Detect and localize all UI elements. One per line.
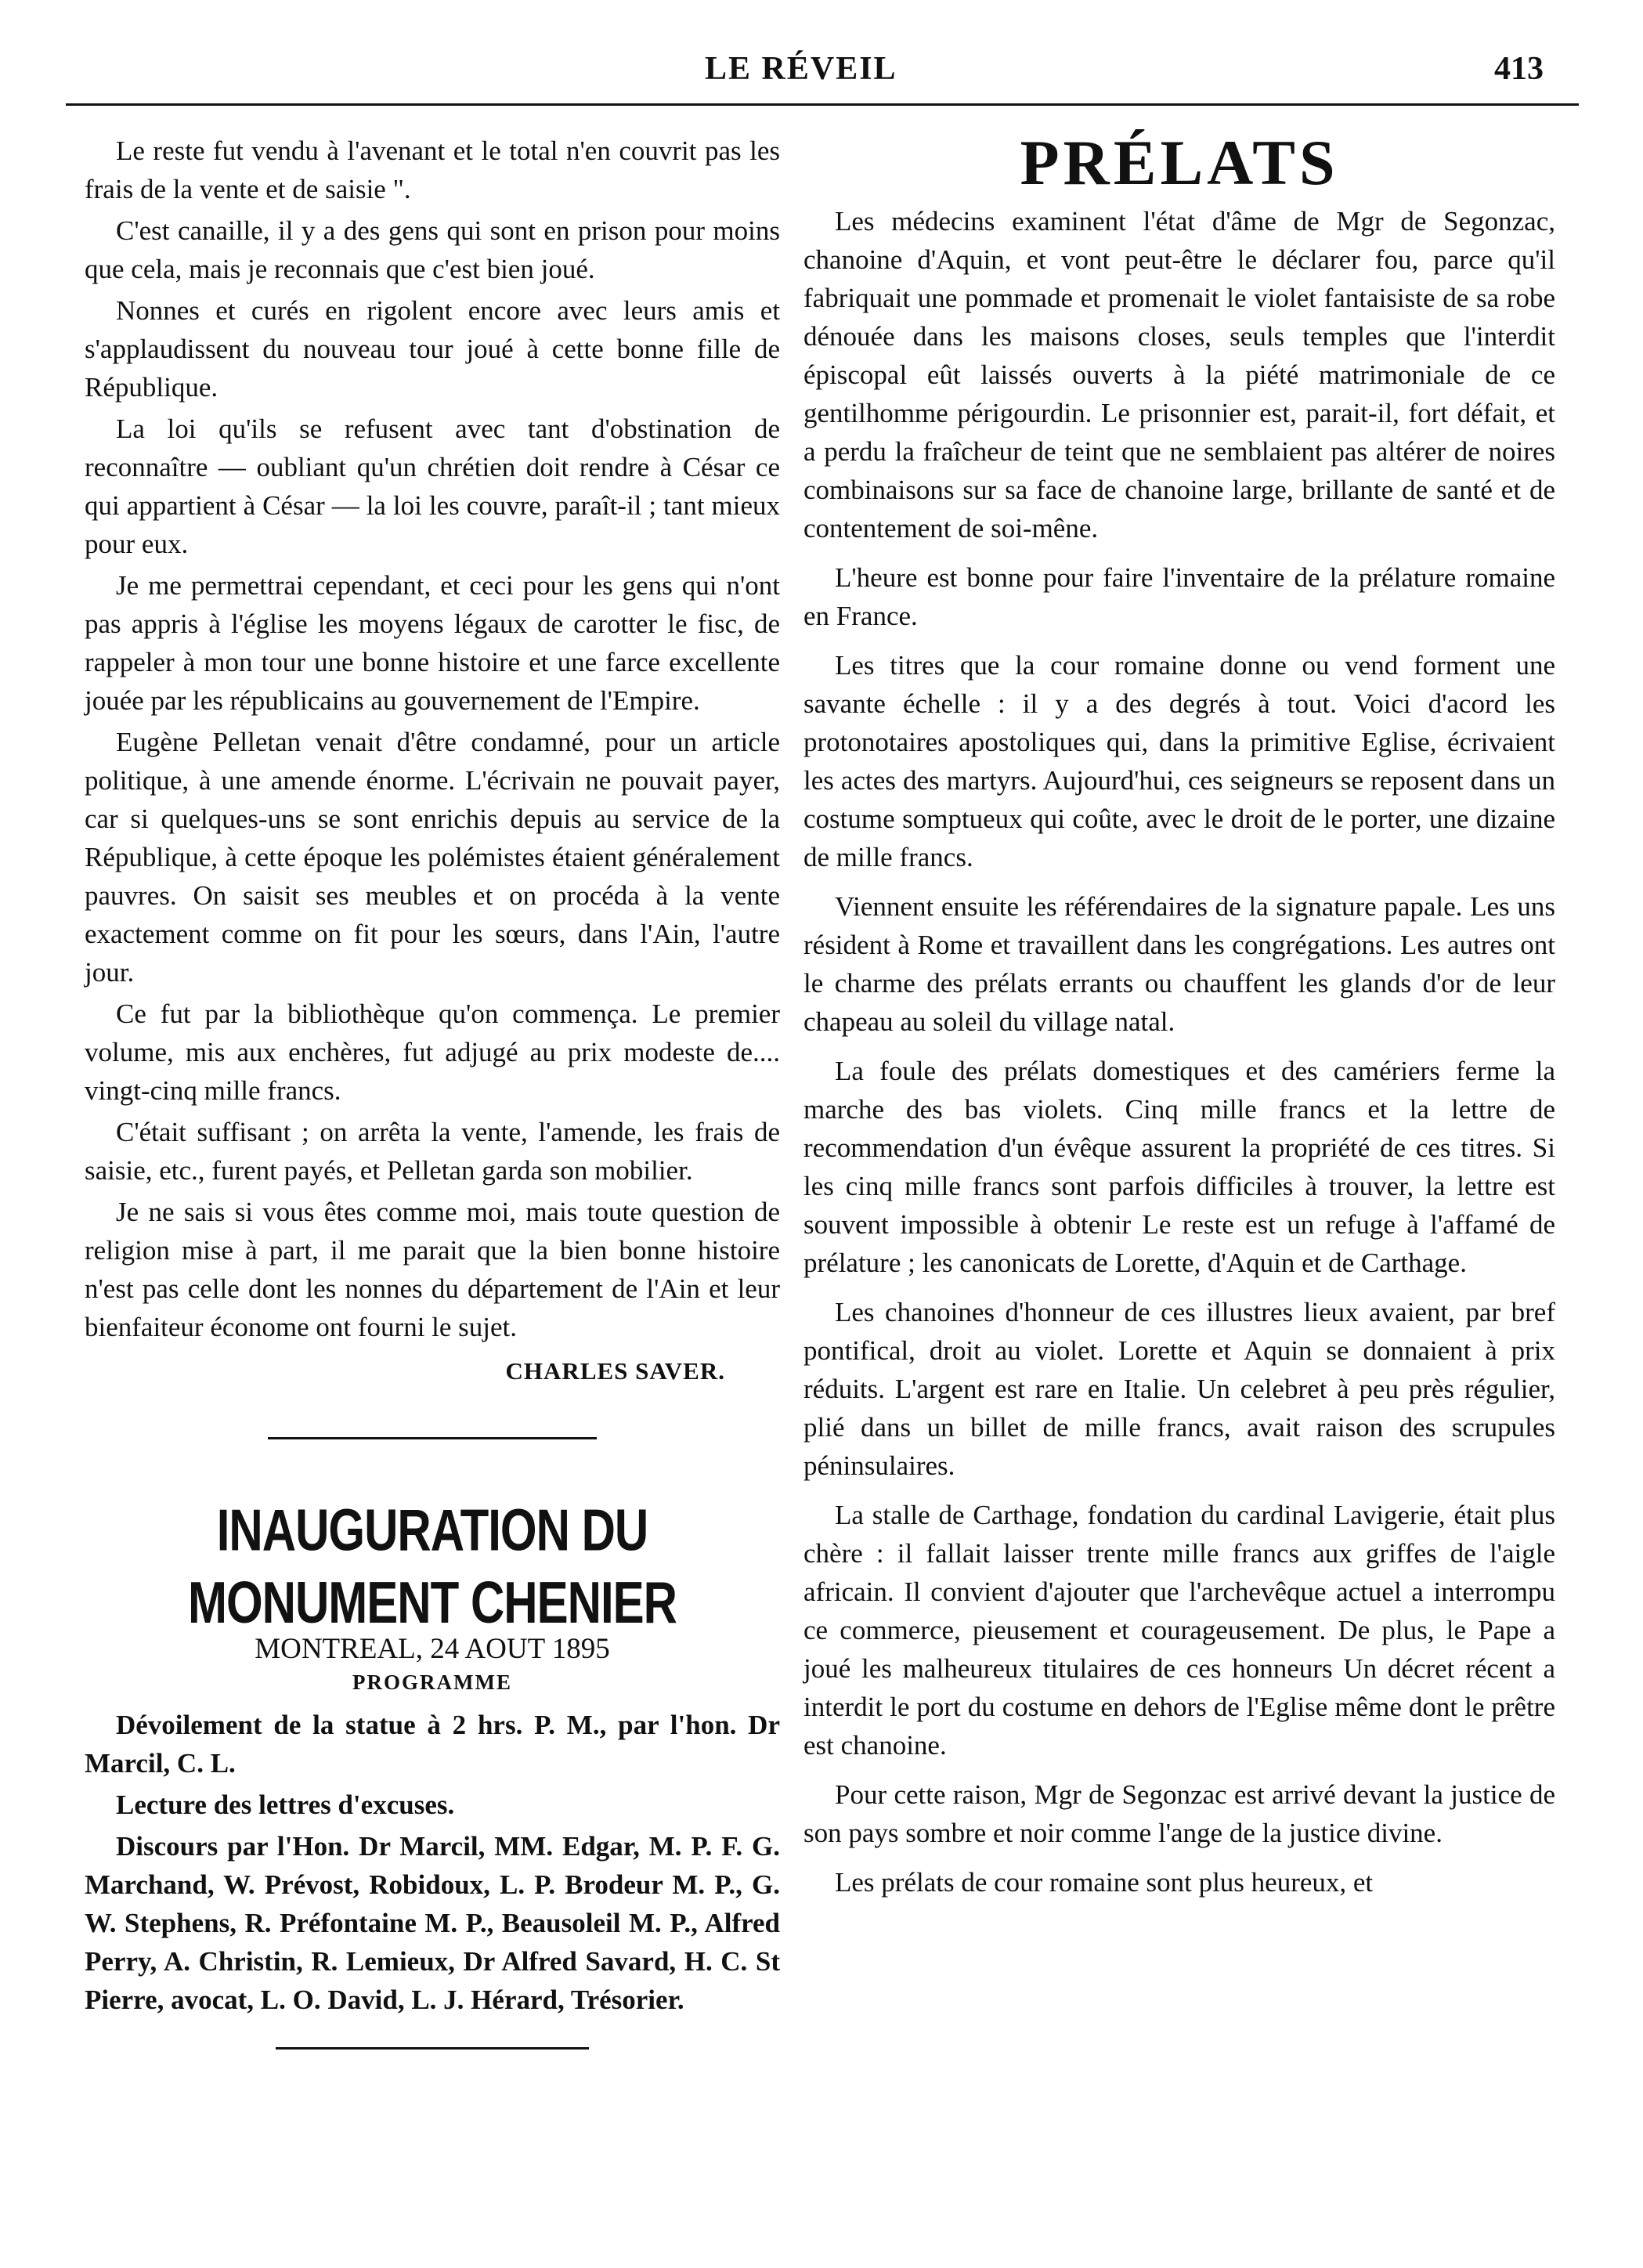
paragraph: Les titres que la cour romaine donne ou vend forment une savante échelle : il y a des degrés à tout. Voici d'acord les protonotaires apostoliques qui, dans la primitive Eglise, écrivaient les actes des martyrs. Aujourd'hui, ces seigneurs se reposent dans un costume somptueux qui coûte, avec le droit de le porter, une dizaine de mille francs.: [803, 650, 1555, 872]
program-label: PROGRAMME: [352, 1670, 512, 1694]
paragraph: Les chanoines d'honneur de ces illustres lieux avaient, par bref pontifical, droit au violet. Lorette et Aquin se donnaient à prix réduits. L'argent est rare en Italie. Un celebret à peu près régulier, plié dans un billet de mille francs, avait raison des scrupules péninsulaires.: [803, 1297, 1555, 1481]
paragraph: Eugène Pelletan venait d'être condamné, pour un article politique, à une amende énorme. L'écrivain ne pouvait payer, car si quelques-uns se sont enrichis depuis au service de la République, à cette époque les polémistes étaient généralement pauvres. On saisit ses meubles et on procéda à la vente exactement comme on fit pour les sœurs, dans l'Ain, l'autre jour.: [85, 727, 780, 988]
page-number: 413: [1494, 51, 1544, 87]
program-item: Discours par l'Hon. Dr Marcil, MM. Edgar, M. P. F. G. Marchand, W. Prévost, Robidoux, L. P. Brodeur M. P., G. W. Stephens, R. Préfontaine M. P., Beausoleil M. P., Alfred Perry, A. Christin, R. Lemieux, Dr Alfred Savard, H. C. St Pierre, avocat, L. O. David, L. J. Hérard, Trésorier.: [85, 1831, 780, 2015]
paragraph: Viennent ensuite les référendaires de la signature papale. Les uns résident à Rome et travaillent dans les congrégations. Les autres ont le charme des prélats errants ou chauffent les glands d'or de leur chapeau au soleil du village natal.: [803, 891, 1555, 1037]
section-title: INAUGURATION DU MONUMENT CHENIER: [188, 1497, 677, 1635]
paragraph: Le reste fut vendu à l'avenant et le total n'en couvrit pas les frais de la vente et de saisie ".: [85, 135, 780, 204]
paragraph: La loi qu'ils se refusent avec tant d'obstination de reconnaître — oubliant qu'un chrétien doit rendre à César ce qui appartient à César — la loi les couvre, paraît-il ; tant mieux pour eux.: [85, 414, 780, 559]
program-item: Lecture des lettres d'excuses.: [116, 1789, 455, 1820]
paragraph: Les prélats de cour romaine sont plus heureux, et: [835, 1867, 1374, 1898]
paragraph: L'heure est bonne pour faire l'inventaire de la prélature romaine en France.: [803, 562, 1555, 631]
paragraph: Ce fut par la bibliothèque qu'on commença. Le premier volume, mis aux enchères, fut adjugé au prix modeste de.... vingt-cinq mille francs.: [85, 999, 780, 1106]
paragraph: Je ne sais si vous êtes comme moi, mais toute question de religion mise à part, il me parait que la bien bonne histoire n'est pas celle dont les nonnes du département de l'Ain et leur bienfaiteur économe ont fourni le sujet.: [85, 1197, 780, 1342]
newspaper-title: LE RÉVEIL: [705, 51, 897, 87]
section-subtitle: MONTREAL, 24 AOUT 1895: [255, 1633, 610, 1665]
section-divider: [268, 1437, 597, 1439]
author-signature: CHARLES SAVER.: [505, 1357, 725, 1385]
left-column: [85, 132, 780, 2050]
program-item: Dévoilement de la statue à 2 hrs. P. M., par l'hon. Dr Marcil, C. L.: [85, 1710, 780, 1779]
section-divider: [276, 2047, 589, 2050]
paragraph: Pour cette raison, Mgr de Segonzac est arrivé devant la justice de son pays sombre et noir comme l'ange de la justice divine.: [803, 1779, 1555, 1848]
header-rule: [66, 103, 1579, 106]
article-title: PRÉLATS: [1020, 127, 1339, 198]
paragraph: C'était suffisant ; on arrêta la vente, l'amende, les frais de saisie, etc., furent payés, et Pelletan garda son mobilier.: [85, 1117, 780, 1186]
paragraph: La foule des prélats domestiques et des camériers ferme la marche des bas violets. Cinq mille francs et la lettre de recommendation d'un évêque assurent la propriété de ces titres. Si les cinq mille francs sont parfois difficiles à trouver, la lettre est souvent impossible à obtenir Le reste est un refuge à l'affamé de prélature ; les canonicats de Lorette, d'Aquin et de Carthage.: [803, 1056, 1555, 1278]
paragraph: Nonnes et curés en rigolent encore avec leurs amis et s'applaudissent du nouveau tour joué à cette bonne fille de République.: [85, 295, 780, 403]
paragraph: C'est canaille, il y a des gens qui sont en prison pour moins que cela, mais je reconnais que c'est bien joué.: [85, 215, 780, 284]
paragraph: Je me permettrai cependant, et ceci pour les gens qui n'ont pas appris à l'église les moyens légaux de carotter le fisc, de rappeler à mon tour une bonne histoire et une farce excellente jouée par les républicains au gouvernement de l'Empire.: [85, 570, 780, 716]
page-header: [0, 50, 1643, 97]
program-list: [85, 1706, 780, 2019]
paragraph: La stalle de Carthage, fondation du cardinal Lavigerie, était plus chère : il fallait laisser trente mille francs aux griffes de l'aigle africain. Il convient d'ajouter que l'archevêque actuel a interrompu ce commerce, pieusement et courageusement. De plus, le Pape a joué les malheureux titulaires de ces honneurs Un décret récent a interdit le port du costume en dehors de l'Eglise même dont le prêtre est chanoine.: [803, 1500, 1555, 1761]
right-column: [803, 127, 1555, 1912]
paragraph: Les médecins examinent l'état d'âme de Mgr de Segonzac, chanoine d'Aquin, et vont peut-être le déclarer fou, parce qu'il fabriquait une pommade et promenait le violet fantaisiste de sa robe dénouée dans les maisons closes, seuls temples que l'interdit épiscopal eût laissés ouverts à la piété matrimoniale de ce gentilhomme périgourdin. Le prisonnier est, parait-il, fort défait, et a perdu la fraîcheur de teint que ne semblaient pas altérer de noires combinaisons sur sa face de chanoine large, brillante de santé et de contentement de soi-mêne.: [803, 206, 1555, 544]
